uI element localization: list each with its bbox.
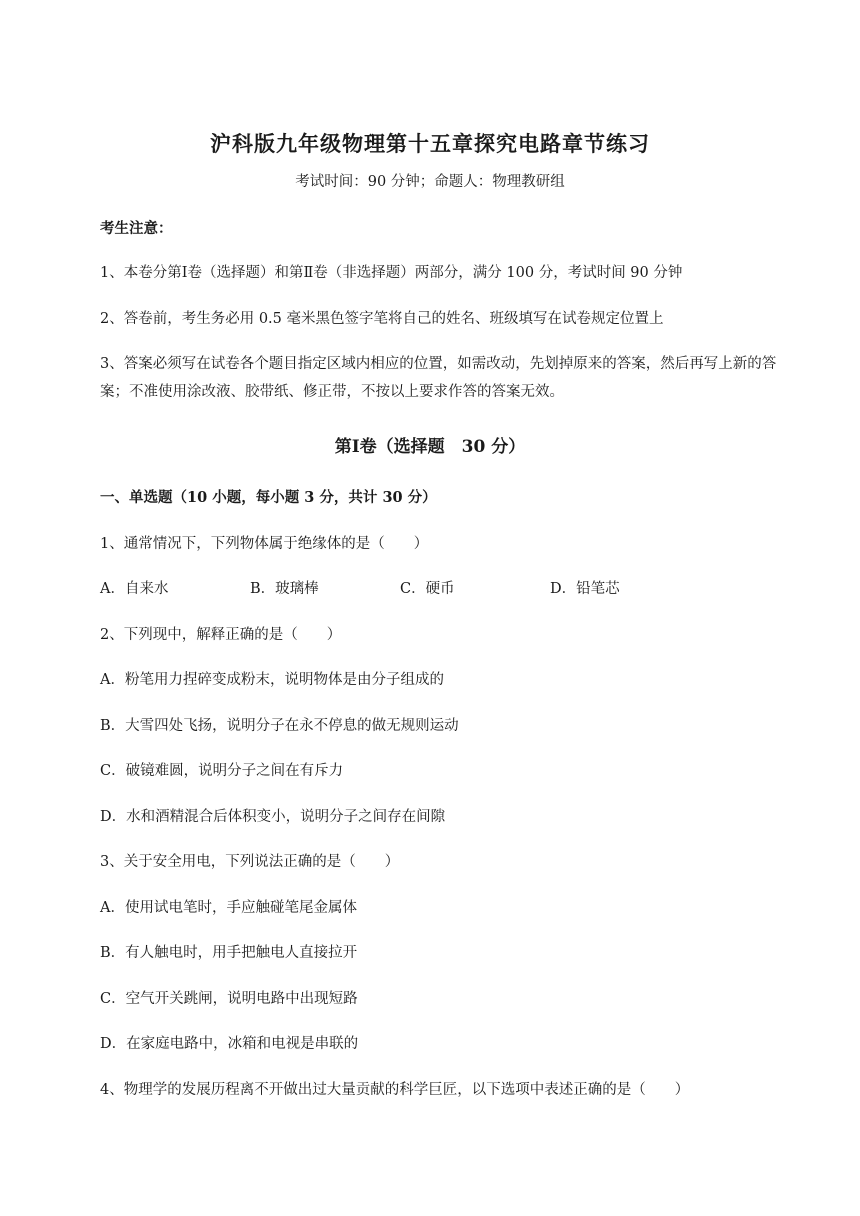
- notice-item: 3、答案必须写在试卷各个题目指定区域内相应的位置，如需改动，先划掉原来的答案，然后再写上新的答案；不准使用涂改液、胶带纸、修正带，不按以上要求作答的答案无效。: [100, 356, 777, 400]
- option-a: A．自来水: [100, 581, 169, 597]
- part-heading: 一、单选题（10 小题，每小题 3 分，共计 30 分）: [100, 489, 437, 506]
- question-stem: 3、关于安全用电，下列说法正确的是（ ）: [100, 854, 400, 870]
- option-d: D．水和酒精混合后体积变小，说明分子之间存在间隙: [100, 809, 446, 825]
- exam-subtitle: 考试时间：90 分钟；命题人：物理教研组: [295, 174, 565, 190]
- option-d: D．在家庭电路中，冰箱和电视是串联的: [100, 1036, 359, 1052]
- question-stem: 2、下列现中，解释正确的是（ ）: [100, 627, 342, 643]
- option-a: A．粉笔用力捏碎变成粉末，说明物体是由分子组成的: [100, 672, 444, 688]
- page-title: 沪科版九年级物理第十五章探究电路章节练习: [210, 131, 650, 156]
- notice-item: 1、本卷分第Ⅰ卷（选择题）和第Ⅱ卷（非选择题）两部分，满分 100 分，考试时间 90 分钟: [100, 265, 683, 281]
- option-b: B．玻璃棒: [250, 581, 319, 597]
- option-d: D．铅笔芯: [550, 581, 620, 597]
- option-c: C．破镜难圆，说明分子之间在有斥力: [100, 763, 344, 779]
- option-b: B．大雪四处飞扬，说明分子在永不停息的做无规则运动: [100, 718, 459, 734]
- question-stem: 1、通常情况下，下列物体属于绝缘体的是（ ）: [100, 536, 429, 552]
- option-a: A．使用试电笔时，手应触碰笔尾金属体: [100, 900, 357, 916]
- notice-heading: 考生注意：: [100, 220, 173, 237]
- notice-item: 2、答卷前，考生务必用 0.5 毫米黑色签字笔将自己的姓名、班级填写在试卷规定位置上: [100, 311, 664, 327]
- question-options-row: [100, 578, 800, 600]
- option-b: B．有人触电时，用手把触电人直接拉开: [100, 945, 358, 961]
- section-title: 第Ⅰ卷（选择题 30 分）: [334, 437, 526, 457]
- option-c: C．空气开关跳闸，说明电路中出现短路: [100, 991, 358, 1007]
- option-c: C．硬币: [400, 581, 455, 597]
- question-stem: 4、物理学的发展历程离不开做出过大量贡献的科学巨匠，以下选项中表述正确的是（ ）: [100, 1082, 690, 1098]
